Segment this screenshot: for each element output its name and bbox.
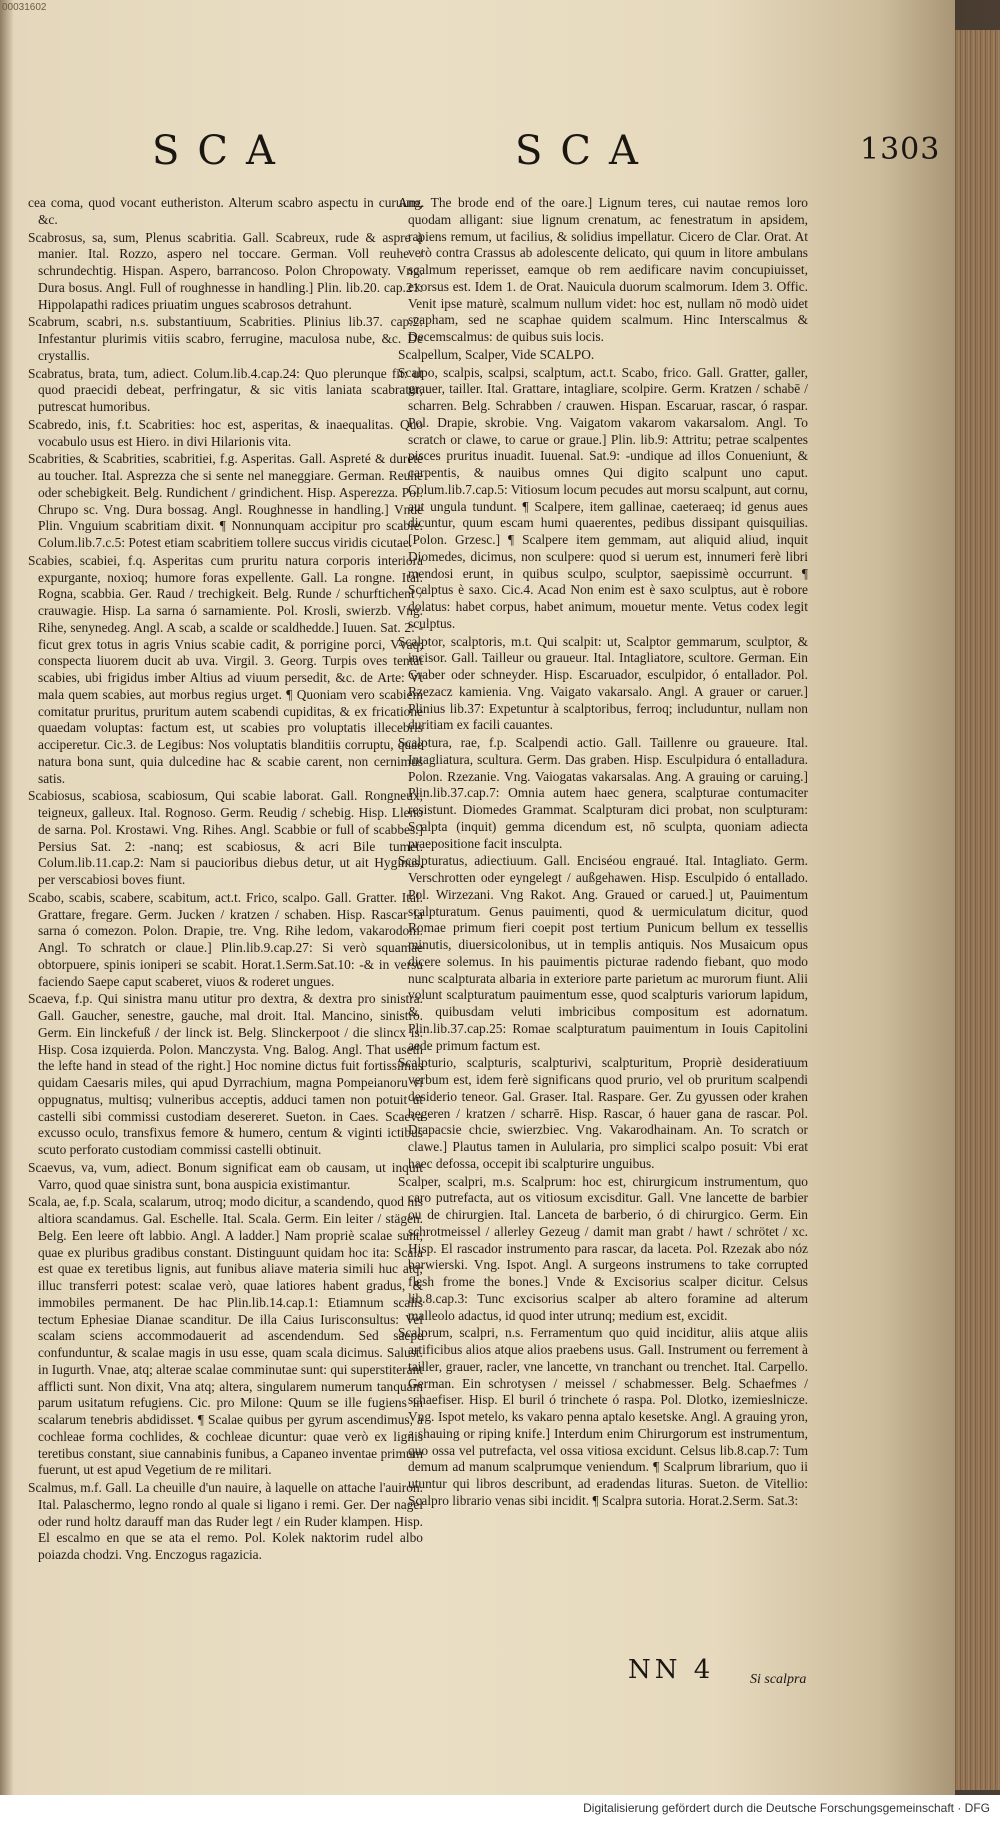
dictionary-entry: Scaevus, va, vum, adiect. Bonum significat eam ob causam, ut inquit Varro, quod quae sinistra sunt, bona auspicia existimantur.: [28, 1159, 423, 1192]
dictionary-entry: Scabrum, scabri, n.s. substantiuum, Scabrities. Plinius lib.37. cap.2: Infestantur plurimis vitiis scabro, ferrugine, maculosa nube, &c. De crystallis.: [28, 314, 423, 363]
dictionary-entry: Ang. The brode end of the oare.] Lignum teres, cui nautae remos loro quodam alligant: siue lignum crenatum, ac fenestratum in apsidem, rapiens remum, ut facilius, & solidius impellatur. Cicero de Clar. Orat. At verò contra Crassus ab adolescente delicato, qui quum in litore ambulans scalmum reperisset, eamque ob rem aedificare navim concupiuisset, exorsus est. Idem 1. de Orat. Nauicula duorum scalmorum. Idem 3. Offic. Venit ipse maturè, scalmum nullum videt: hoc est, nullam nō modò uidet scapham, sed ne scaphae quidem scalmum. Hinc Interscalmus & Decemscalmus: de quibus suis locis.: [398, 195, 808, 344]
dictionary-entry: Scalpellum, Scalper, Vide SCALPO.: [398, 346, 595, 362]
left-column: [28, 195, 423, 1655]
dictionary-entry: Scalptor, scalptoris, m.t. Qui scalpit: ut, Scalptor gemmarum, sculptor, & incisor. Gall. Tailleur ou graueur. Ital. Intagliatore, scultore. German. Ein Graber oder schneyder. Hisp. Escaruador, esculpidor, ó entallador. Pol. Rzezacz kamienia. Vng. Vaigato vakarsalo. Angl. A grauer or caruer.] Plinius lib.37: Expetuntur à scalptoribus, ferroq; includuntur, nullam non duritiam ex facili cauantes.: [398, 633, 808, 733]
dictionary-entry: Scabrosus, sa, sum, Plenus scabritia. Gall. Scabreux, rude & aspre à manier. Ital. Rozzo, aspero nel toccare. German. Voll reuhe / schrundechtig. Hispan. Aspero, barrancoso. Polon Chropowaty. Vng. Dura bosus. Angl. Full of roughnesse in handling.] Plin. lib.20. cap.21: Hippolapathi radices priuatim ungues scabrosos detrahunt.: [28, 229, 423, 312]
dictionary-entry: Scalmus, m.f. Gall. La cheuille d'un nauire, à laquelle on attache l'auiron. Ital. Palaschermo, legno rondo al quale si ligano i remi. Ger. Der nagel oder rund holtz darauff man das Ruder legt / ein Ruder klampen. Hisp. El escalmo en que se ata el remo. Pol. Kolek naktorim rudel albo poiazda chodzi. Vng. Enczogus ragazicia.: [28, 1480, 423, 1562]
running-header: [0, 128, 955, 188]
header-left: SCA: [152, 128, 293, 174]
footer-credit: Digitalisierung gefördert durch die Deutsche Forschungsgemeinschaft · DFG: [583, 1801, 990, 1815]
dictionary-entry: Scabies, scabiei, f.q. Asperitas cum pruritu natura corporis interiora expurgante, noxioq; humore foras expellente. Gall. La rongne. Ital. Rogna, scabbia. Ger. Raud / trechigkeit. Belg. Runde / schurftichent / crauwagie. Hisp. La sarna ó sarnamiente. Pol. Krosli, swierzb. Vng. Rihe, senynedeg. Angl. A scab, a scalde or scaldhedde.] Iuuen. Sat. 2: -ficut grex totus in agris Vnius scabie cadit, & porrigine porci, Vvaq; conspecta liuorem ducit ab uva. Virgil. 3. Georg. Turpis oves tentat scabies, ubi frigidus imber Altius ad viuum persedit, &c. de Arte: Vt mala quem scabies, aut morbus regius urget. ¶ Quoniam vero scabiem comitatur pruritus, pruritum autem scabendi cupiditas, & ex fricatione quaedam voluptas: factum est, ut scabies pro voluptatis illecebris acciperetur. Cic.3. de Legibus: Nos voluptatis blanditiis corruptu, quae natura bona sunt, quia dulcedine hac & scabie carent, non cernimus satis.: [28, 552, 423, 786]
dictionary-entry: Scabredo, inis, f.t. Scabrities: hoc est, asperitas, & inaequalitas. Quo vocabulo usus est Hiero. in divi Hilarionis vita.: [28, 416, 423, 449]
dictionary-entry: Scabo, scabis, scabere, scabitum, act.t. Frico, scalpo. Gall. Gratter. Ital. Grattare, fregare. Germ. Jucken / kratzen / schaben. Hisp. Rascar la sarna ó comezon. Polon. Drapie, tre. Vng. Rihe ledom, vakarodom. Angl. To schratch or claue.] Plin.lib.9.cap.27: Si verò squamae obtorpuere, spinis ioniperi se scabit. Horat.1.Serm.Sat.10: -& in versu faciendo Saepe caput scaberet, viuos & roderet ungues.: [28, 889, 423, 989]
dictionary-entry: Scabratus, brata, tum, adiect. Colum.lib.4.cap.24: Quo plerunque fit: ut quod praecidi debeat, perfringatur, & sic vitis laniata scabratur, putrescat humoribus.: [28, 365, 423, 414]
header-right: SCA: [515, 128, 656, 174]
scan-stamp: 00031602: [2, 2, 47, 13]
dictionary-entry: Scalpturio, scalpturis, scalpturivi, scalpturitum, Propriè desideratiuum verbum est, idem ferè significans quod prurio, vel ob pruritum scalpendi desiderio teneor. Gal. Graser. Ital. Raspare. Ger. Zu gyussen oder krahen begeren / kratzen / scharrē. Hisp. Rascar, ó hauer gana de rascar. Pol. Drapacsie chcie, swierzbiec. Vng. Vakarodhainam. An. To scratch or clawe.] Plautus tamen in Aulularia, pro simplici scalpo posuit: Vbi erat haec defossa, occepit ibi scalpturire unguibus.: [398, 1055, 808, 1171]
dictionary-entry: cea coma, quod vocant eutheriston. Alterum scabro aspectu in curuum, &c.: [28, 195, 423, 227]
page-number: 1303: [860, 132, 941, 167]
dictionary-entry: Scalptura, rae, f.p. Scalpendi actio. Gall. Taillenre ou graueure. Ital. Intagliatura, scultura. Germ. Das graben. Hisp. Esculpidura ó entalladura. Polon. Rzezanie. Vng. Vaiogatas vakarsalas. Ang. A grauing or caruing.] Plin.lib.37.cap.7: Omnia autem haec genera, scalpturae contumaciter resistunt. Diomedes Grammat. Scalpturam dici probat, non sculpturam: Scalpta (inquit) gemma dicendum est, nō sculpta, quoniam adiecta praepositione facit insculpta.: [398, 735, 808, 851]
book-page-edges: [952, 30, 1000, 1790]
dictionary-entry: Scabiosus, scabiosa, scabiosum, Qui scabie laborat. Gall. Rongneux, teigneux, galleux. Ital. Rognoso. Germ. Reudig / schebig. Hisp. Lleno de sarna. Pol. Krostawi. Vng. Rihes. Angl. Scabbie or full of scabbes.] Persius Sat. 2: -nanq; est scabiosus, & acri Bile tumet. Colum.lib.11.cap.2: Nam si paucioribus diebus detur, ut ait Hyginus, per verscabiosi boves fiunt.: [28, 788, 423, 887]
dictionary-entry: Scalpturatus, adiectiuum. Gall. Enciséou engraué. Ital. Intagliato. Germ. Verschrotten oder eyngelegt / außgehawen. Hisp. Esculpido ó entallado. Pol. Wirzezani. Vng Rakot. Ang. Graued or carued.] ut, Pauimentum scalpturatum. Genus pauimenti, quod & uermiculatum dicitur, quod Romae primum fieri coepit post tertium Punicum bellum ex tessellis minutis, diuersicolonibus, ut in templis antiquis. Nos Musaicum opus dicere solemus. In his pauimentis picturae radendo fiebant, quo modo nunc scalpturata albaria in exteriore parte parietum ac murorum fiunt. Alii volunt scalpturatum pauimentum esse, quod scalpturis variorum lapidum, & quibusdam veluti imbricibus compositum est adornatum. Plin.lib.37.cap.25: Romae scalpturatum pauimentum in Iouis Capitolini aede primum factum est.: [398, 853, 808, 1053]
dictionary-entry: Scalprum, scalpri, n.s. Ferramentum quo quid inciditur, aliis atque aliis artificibus alios atque alios praebens usus. Gall. Instrument ou ferrement à tailler, grauer, racler, vne lancette, vn tranchant ou trenchet. Ital. Carpello. German. Ein schrotysen / meissel / schabmesser. Belg. Schaefmes / schaefiser. Hisp. El buril ó trinchete ó raspa. Pol. Dlotko, izemieslnicze. Vng. Ispot metelo, ks vakaro penna aptalo kesetske. Angl. A grauing yron, a shauing or riping knife.] Interdum enim Chirurgorum est instrumentum, quo ossa vel putrefacta, vel ossa vitiosa excidunt. Celsus lib.8.cap.7: Tum demum ad manum scalprumque veniendum. ¶ Scalprum librarium, quo ii utuntur qui libros describunt, ad eradendas lituras. Sueton. de Vitellio: Scalpro librario venas sibi incidit. ¶ Scalpra sutoria. Horat.2.Serm. Sat.3:: [398, 1325, 808, 1508]
dictionary-entry: Scala, ae, f.p. Scala, scalarum, utroq; modo dicitur, a scandendo, quod his altiora scandamus. Gal. Eschelle. Ital. Scala. Germ. Ein leiter / stägen. Belg. Een leere oft labbio. Angl. A ladder.] Nam propriè scalae sunt, quae ex pluribus gradibus constant. Distinguunt quidam hoc ita: Scala est quae ex teretibus lignis, aut funibus aliave materia simili huc atq; illuc transferri potest: scalae verò, quae latiores habent gradus, & immobiles permanent. De hac Plin.lib.14.cap.1: Etiamnum scalis tectum Ephesiae Dianae scanditur. De illa Caius Iurisconsultus: Vel scalam sciens accommodauerit ad ascendendum. Sed saepe confunduntur, & scalae magis in usu esse, quam scala dicimus. Salust. in Iugurth. Vnae, atq; alterae scalae comminutae sunt: qui superstiterant afflicti sunt. Non dixit, Vna atq; altera, singularem numerum tanquam parum usitatum refugiens. Cic. pro Milone: Quum se ille fugiens in scalarum tenebris abdidisset. ¶ Scalae quibus per gyrum ascendimus, a cochleae forma cochlides, & cochleae dicuntur: quae verò ex lignis teretibus constant, siue cannabinis funibus, a Capaneo inventae primum fuerunt, ut est apud Vegetium de re militari.: [28, 1194, 423, 1478]
dictionary-entry: Scalper, scalpri, m.s. Scalprum: hoc est, chirurgicum instrumentum, quo caro putrefacta, aut os vitiosum excisditur. Gall. Vne lancette de barbier ou de chirurgien. Ital. Lanceta de barberio, ó di chirurgico. Germ. Ein schrotmeissel / allerley Gezeug / damit man grabt / hawt / schrötet / xc. Hisp. El rascador instrumento para rascar, da laceta. Pol. Rzezak abo nóz barwierski. Vng. Ispot. Angl. A surgeons instrumens to take corrupted flesh frome the bones.] Vnde & Excisorius scalper dicitur. Celsus lib.8.cap.3: Tunc excisorius scalper ab altero foramine ad alterum malleolo adactus, id quod inter utrunq; medium est, excidit.: [398, 1173, 808, 1323]
right-column: [398, 195, 808, 1655]
digitization-footer: [0, 1795, 1000, 1822]
signature-mark: NN 4: [628, 1655, 715, 1685]
page-gutter-shadow: [0, 0, 14, 1822]
dictionary-entry: Scalpo, scalpis, scalpsi, scalptum, act.t. Scabo, frico. Gall. Gratter, galler, grauer, tailler. Ital. Grattare, intagliare, scolpire. Germ. Kratzen / schabē / scharren. Belg. Schrabben / crauwen. Hispan. Escaruar, rascar, ó raspar. Pol. Drapie, skrobie. Vng. Vaigatom vakarom vakarsalom. Angl. To scratch or clawe, to carue or graue.] Plin. lib.9: Attritu; petrae scalpentes pisces pruritus inuadit. Iuuenal. Sat.9: -undique ad illos Conueniunt, & carpentis, & nauibus omnes Qui digito scalpunt uno caput. Colum.lib.7.cap.5: Vitiosum locum pecudes aut morsu scalpunt, aut cornu, aut ungula tundunt. ¶ Scalpere, item gallinae, caeteraeq; id genus aues dicuntur, quum escam humi quaerentes, pedibus dissipant quisquilias. [Polon. Grzesc.] ¶ Scalpere item gemmam, aut aliquid aliud, inquit Diomedes, dicimus, non sculpere: quod si uerum est, innumeri ferè libri mendosi erunt, in quibus sculpo, sculptor, saepissimè occurrunt. ¶ Scalptus è saxo. Cic.4. Acad Non enim est è saxo sculptus, aut è robore dolatus: habet corpus, habet animum, mouetur mente. Vetus codex legit sculptus.: [398, 364, 808, 631]
dictionary-entry: Scabrities, & Scabrities, scabritiei, f.g. Asperitas. Gall. Aspreté & dureté au toucher. Ital. Asprezza che si sente nel maneggiare. German. Reuhe oder schebigkeit. Belg. Rundichent / grindichent. Hisp. Asperezza. Pol. Chrupo sc. Vng. Dura bossag. Angl. Roughnesse in handling.] Vnde Plin. Vnguium scabritiam dixit. ¶ Nonnunquam accipitur pro scabie. Colum.lib.7.c.5: Potest etiam scabritiem tollere succus viridis cicutae.: [28, 451, 423, 550]
catchword: Si scalpra: [750, 1672, 807, 1687]
dictionary-entry: Scaeva, f.p. Qui sinistra manu utitur pro dextra, & dextra pro sinistra. Gall. Gaucher, senestre, gauche, mal droit. Ital. Mancino, sinistro. Germ. Ein linckefuß / der linck ist. Belg. Slinckerpoot / die slincx is. Hisp. Cosa izquierda. Polon. Manczysta. Vng. Balog. Angl. That useth the lefte hand in stead of the right.] Hoc nomine dictus fuit fortissimus quidam Caesaris miles, qui apud Dyrrachium, magna Pompeianoru vi oppugnatus, multisq; vulneribus acceptis, adduci tamen non potuit ut castelli sibi commissi custodiam desereret. Sueton. in Caes. Scaeva excusso oculo, transfixus femore & humero, centum & viginti ictibus scuto perforato custodiam commissi castelli obtinuit.: [28, 991, 423, 1157]
